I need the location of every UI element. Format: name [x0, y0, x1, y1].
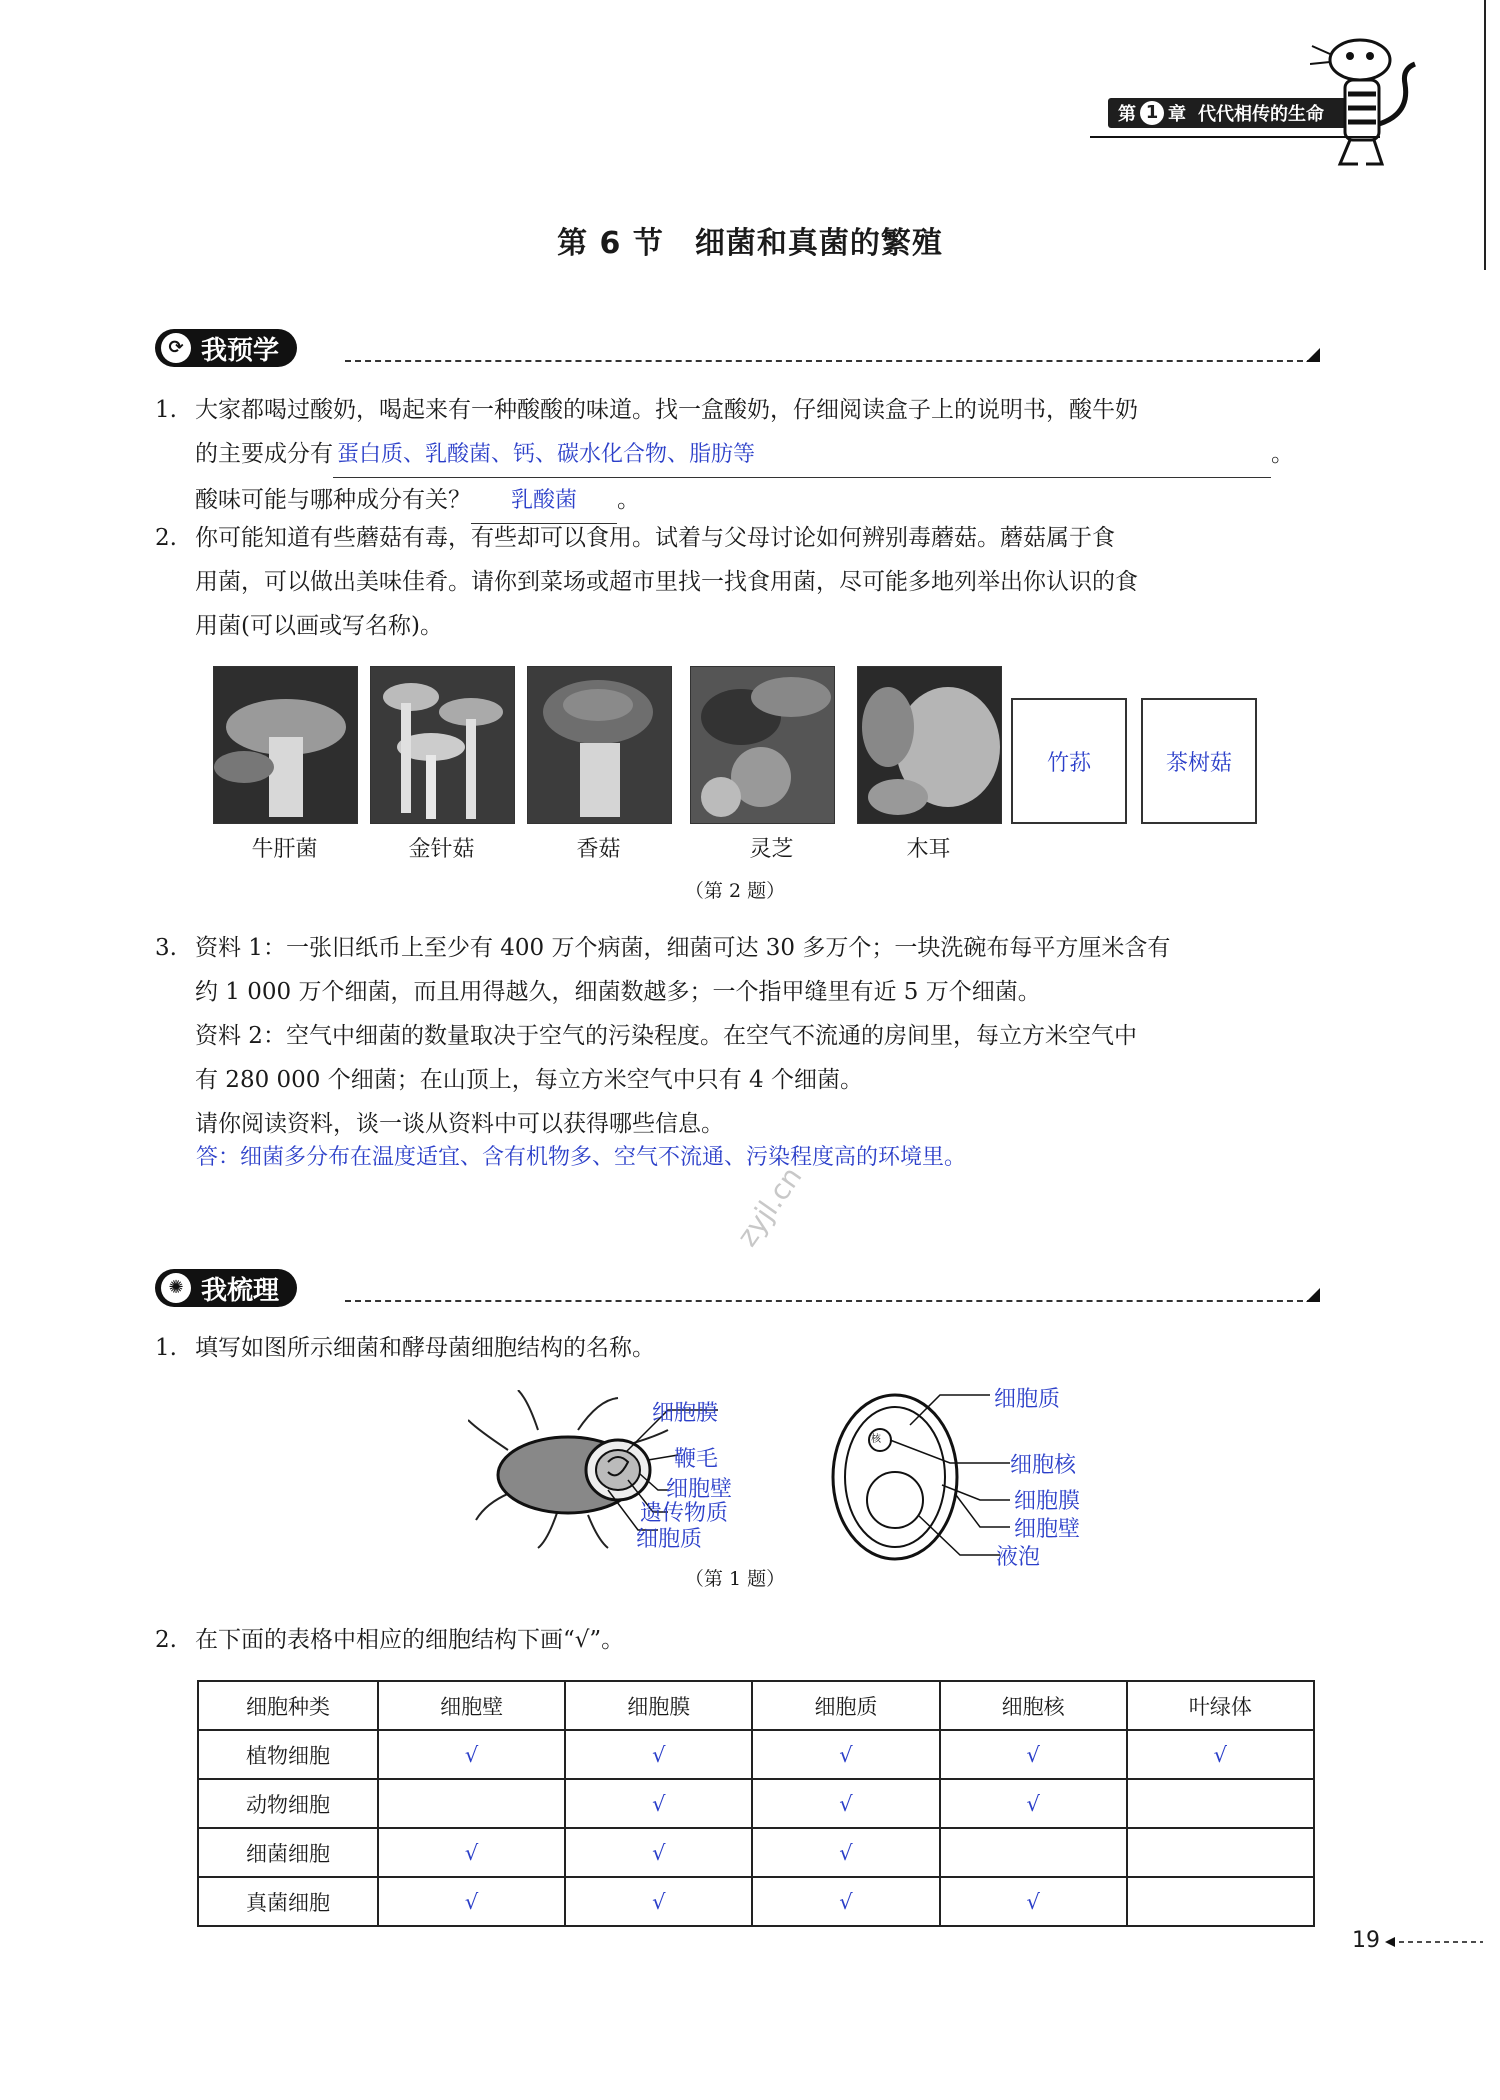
question-text: 资料 1：一张旧纸币上至少有 400 万个病菌，细菌可达 30 多万个；一块洗碗布每平方厘米含有: [195, 935, 1171, 961]
table-cell: 植物细胞: [198, 1730, 378, 1779]
mushroom-photo: [213, 666, 358, 824]
photo-caption: 木耳: [906, 837, 951, 862]
section-divider: [345, 1300, 1313, 1302]
table-header: 细胞质: [752, 1681, 939, 1730]
chapter-title: 代代相传的生命: [1198, 104, 1324, 125]
section-review-heading: [155, 1268, 297, 1308]
check-cell: √: [565, 1828, 752, 1877]
page-number: 19: [1352, 1928, 1380, 1953]
answer-text: 蛋白质、乳酸菌、钙、碳水化合物、脂肪等: [337, 442, 756, 467]
question-text: 约 1 000 万个细菌，而且用得越久，细菌数越多；一个指甲缝里有近 5 万个细菌。: [195, 979, 1041, 1005]
section-title: 我预学: [201, 335, 280, 366]
recycle-icon: ⟳: [161, 333, 191, 363]
answer-box: 茶树菇: [1141, 698, 1257, 824]
punctuation: 。: [1271, 441, 1294, 467]
yeast-label: 液泡: [996, 1545, 1041, 1570]
bacteria-label: 遗传物质: [640, 1501, 729, 1526]
punctuation: 。: [617, 487, 640, 513]
header-rule: [1090, 136, 1380, 138]
yeast-label: 细胞核: [1010, 1453, 1077, 1478]
question-number: 1.: [155, 1335, 177, 1361]
yeast-label: 细胞壁: [1014, 1517, 1081, 1542]
yeast-label: 细胞膜: [1014, 1489, 1081, 1514]
table-cell: 真菌细胞: [198, 1877, 378, 1926]
cell-structure-table: [197, 1680, 1315, 1927]
table-header: 叶绿体: [1127, 1681, 1314, 1730]
mushroom-photo: [857, 666, 1002, 824]
check-cell: √: [378, 1828, 565, 1877]
check-cell: [940, 1828, 1127, 1877]
page-title: 第 6 节 细菌和真菌的繁殖: [557, 226, 943, 261]
question-text: 资料 2：空气中细菌的数量取决于空气的污染程度。在空气不流通的房间里，每立方米空气中: [195, 1023, 1137, 1049]
table-row: [198, 1730, 1314, 1779]
bacteria-diagram: [468, 1390, 798, 1550]
watermark: zyjl.cn: [730, 1160, 809, 1253]
question-text: 在下面的表格中相应的细胞结构下画“√”。: [195, 1627, 625, 1653]
question-text: 的主要成分有: [195, 441, 333, 467]
corner-triangle-icon: [1306, 1288, 1320, 1302]
review-question-2: [155, 1618, 1335, 1662]
question-line: [195, 432, 1335, 478]
photo-caption: 香菇: [576, 837, 621, 862]
check-cell: √: [565, 1730, 752, 1779]
table-cell: 动物细胞: [198, 1779, 378, 1828]
mascot-cat-icon: [1310, 24, 1430, 174]
check-cell: √: [940, 1730, 1127, 1779]
chapter-number: 1: [1140, 101, 1164, 125]
table-header: 细胞核: [940, 1681, 1127, 1730]
check-cell: √: [565, 1779, 752, 1828]
answer-text: 答：细菌多分布在温度适宜、含有机物多、空气不流通、污染程度高的环境里。: [196, 1145, 967, 1170]
check-cell: √: [940, 1877, 1127, 1926]
chapter-suffix: 章: [1168, 104, 1186, 125]
check-cell: √: [752, 1828, 939, 1877]
chapter-prefix: 第: [1118, 104, 1136, 125]
check-cell: √: [752, 1730, 939, 1779]
table-header: 细胞壁: [378, 1681, 565, 1730]
mushroom-photo: [370, 666, 515, 824]
question-number: 3.: [155, 935, 177, 961]
mushroom-photo: [527, 666, 672, 824]
question-text: 酸味可能与哪种成分有关？: [195, 487, 471, 513]
table-row: [198, 1828, 1314, 1877]
bacteria-label: 鞭毛: [674, 1447, 719, 1472]
check-cell: √: [752, 1779, 939, 1828]
check-cell: √: [378, 1730, 565, 1779]
photo-caption: 灵芝: [749, 837, 794, 862]
question-text: 用菌，可以做出美味佳肴。请你到菜场或超市里找一找食用菌，尽可能多地列举出你认识的食: [195, 569, 1138, 595]
check-cell: √: [940, 1779, 1127, 1828]
bacteria-label: 细胞质: [636, 1527, 703, 1552]
yeast-label: 细胞质: [994, 1387, 1061, 1412]
table-row: [198, 1779, 1314, 1828]
figure-note: （第 1 题）: [684, 1568, 786, 1590]
question-number: 1.: [155, 397, 177, 423]
check-cell: [1127, 1828, 1314, 1877]
section-pill: [155, 329, 297, 367]
bacteria-label: 细胞膜: [652, 1401, 719, 1426]
check-cell: √: [1127, 1730, 1314, 1779]
question-text: 填写如图所示细菌和酵母菌细胞结构的名称。: [195, 1335, 655, 1361]
question-text: 请你阅读资料，谈一谈从资料中可以获得哪些信息。: [195, 1111, 724, 1137]
bacteria-label: 细胞壁: [666, 1477, 733, 1502]
question-number: 2.: [155, 525, 177, 551]
check-cell: [1127, 1779, 1314, 1828]
check-cell: [1127, 1877, 1314, 1926]
question-text: 用菌(可以画或写名称)。: [195, 613, 443, 639]
check-cell: √: [378, 1877, 565, 1926]
question-text: 有 280 000 个细菌；在山顶上，每立方米空气中只有 4 个细菌。: [195, 1067, 863, 1093]
nucleus-mark: 核: [871, 1434, 881, 1445]
review-question-1: [155, 1326, 1335, 1370]
question-3: [155, 926, 1335, 1146]
question-number: 2.: [155, 1627, 177, 1653]
figure-note: （第 2 题）: [684, 880, 786, 902]
check-cell: [378, 1779, 565, 1828]
table-header-row: [198, 1681, 1314, 1730]
section-divider: [345, 360, 1313, 362]
mushroom-photo: [690, 666, 835, 824]
check-cell: √: [752, 1877, 939, 1926]
answer-text: 乳酸菌: [510, 488, 577, 513]
section-pill: [155, 1269, 297, 1307]
section-preview-heading: [155, 328, 297, 368]
arrow-left-icon: [1385, 1936, 1485, 1948]
check-cell: √: [565, 1877, 752, 1926]
question-text: 你可能知道有些蘑菇有毒，有些却可以食用。试着与父母讨论如何辨别毒蘑菇。蘑菇属于食: [195, 525, 1115, 551]
question-text: 大家都喝过酸奶，喝起来有一种酸酸的味道。找一盒酸奶，仔细阅读盒子上的说明书，酸牛奶: [195, 397, 1138, 423]
swirl-icon: ✺: [161, 1273, 191, 1303]
answer-box: 竹荪: [1011, 698, 1127, 824]
table-header: 细胞膜: [565, 1681, 752, 1730]
photo-caption: 金针菇: [408, 837, 475, 862]
corner-triangle-icon: [1306, 348, 1320, 362]
table-cell: 细菌细胞: [198, 1828, 378, 1877]
photo-caption: 牛肝菌: [251, 837, 318, 862]
table-header: 细胞种类: [198, 1681, 378, 1730]
table-row: [198, 1877, 1314, 1926]
question-2: [155, 516, 1335, 648]
question-1: [155, 388, 1335, 524]
section-title: 我梳理: [201, 1275, 280, 1306]
